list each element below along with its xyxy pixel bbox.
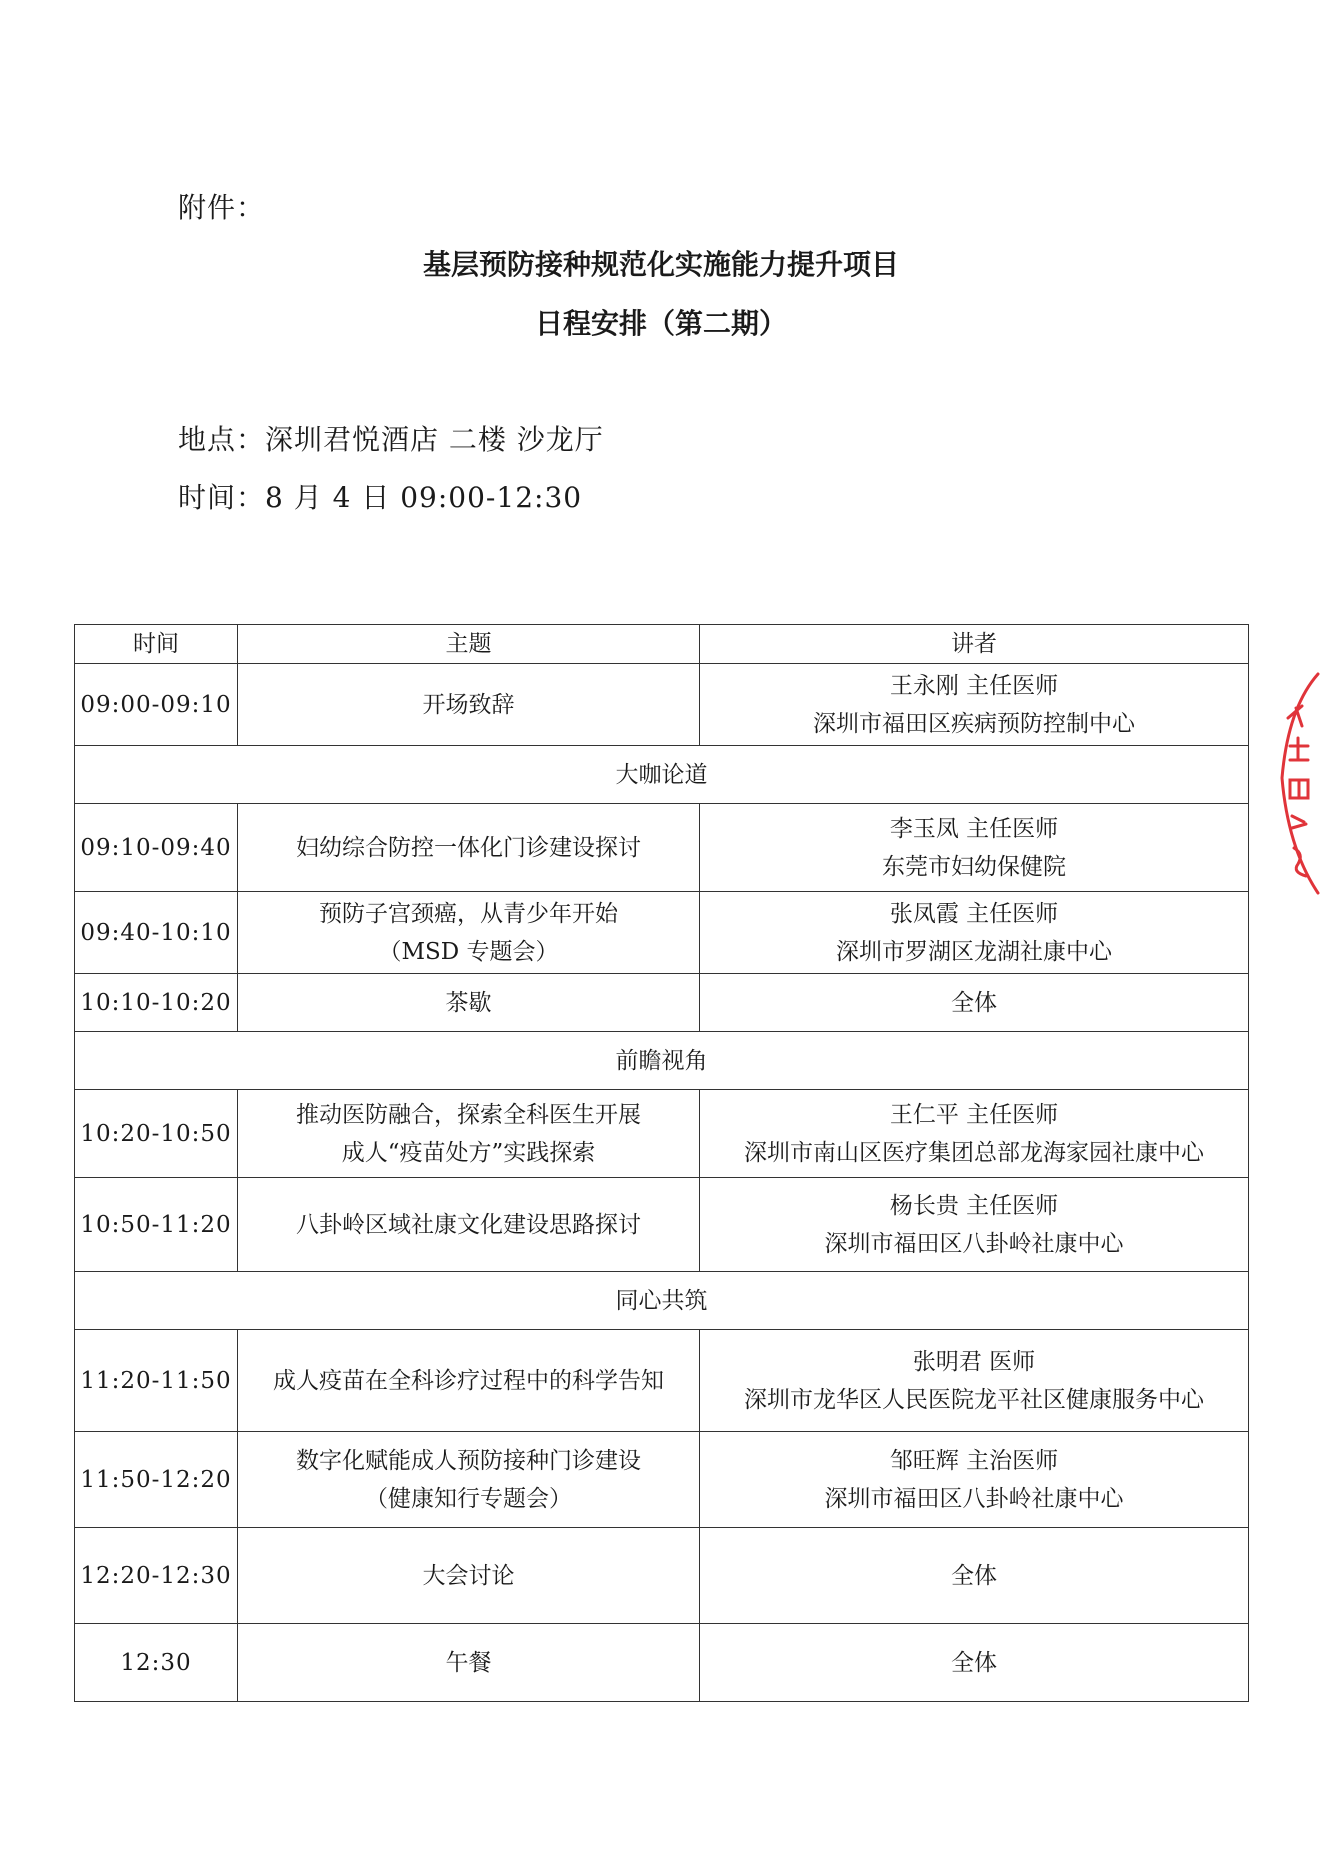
speaker-cell-line: 深圳市罗湖区龙湖社康中心 [836,938,1112,965]
speaker-cell-line: 邹旺辉 主治医师 [889,1447,1059,1474]
topic-cell [238,1432,700,1528]
section-title: 大咖论道 [75,746,1249,804]
speaker-cell [700,804,1249,892]
topic-cell-line: （健康知行专题会） [365,1485,572,1512]
topic-cell [238,804,700,892]
table-row [75,1178,1249,1272]
time-cell: 10:50-11:20 [75,1178,238,1272]
time-cell: 11:20-11:50 [75,1330,238,1432]
speaker-cell [700,664,1249,746]
table-header-row [75,625,1249,664]
topic-cell-line: 午餐 [445,1649,492,1676]
speaker-cell [700,892,1249,974]
table-row [75,892,1249,974]
section-title: 前瞻视角 [75,1032,1249,1090]
time-cell: 10:10-10:20 [75,974,238,1032]
speaker-cell [700,1178,1249,1272]
topic-cell-line: 成人疫苗在全科诊疗过程中的科学告知 [273,1367,664,1394]
topic-cell [238,1178,700,1272]
topic-cell-line: 推动医防融合，探索全科医生开展 [296,1101,641,1128]
speaker-cell-line: 王仁平 主任医师 [889,1101,1059,1128]
table-row [75,1432,1249,1528]
topic-cell [238,892,700,974]
time-cell: 12:30 [75,1624,238,1702]
speaker-cell-line: 张明君 医师 [912,1348,1036,1375]
speaker-cell-line: 全体 [951,1562,997,1589]
time-cell: 09:40-10:10 [75,892,238,974]
speaker-cell [700,974,1249,1032]
topic-cell [238,1624,700,1702]
speaker-cell-line: 东莞市妇幼保健院 [882,853,1066,880]
section-row [75,1032,1249,1090]
table-row [75,974,1249,1032]
topic-cell-line: 茶歇 [445,989,492,1016]
speaker-cell [700,1432,1249,1528]
topic-cell-line: 大会讨论 [422,1562,515,1589]
section-row [75,1272,1249,1330]
speaker-cell-line: 深圳市南山区医疗集团总部龙海家园社康中心 [744,1139,1204,1166]
time-cell: 12:20-12:30 [75,1528,238,1624]
header-topic: 主题 [238,625,700,664]
time-cell: 09:00-09:10 [75,664,238,746]
speaker-cell-line: 张凤霞 主任医师 [889,900,1059,927]
topic-cell-line: 成人“疫苗处方”实践探索 [341,1139,596,1166]
speaker-cell-line: 深圳市福田区八卦岭社康中心 [824,1230,1124,1257]
location-text: 地点：深圳君悦酒店 二楼 沙龙厅 [178,423,604,456]
speaker-cell [700,1090,1249,1178]
document-title: 基层预防接种规范化实施能力提升项目 [422,248,899,281]
topic-cell-line: 八卦岭区域社康文化建设思路探讨 [296,1211,641,1238]
table-row [75,1090,1249,1178]
topic-cell [238,1528,700,1624]
table-row [75,1624,1249,1702]
speaker-cell-line: 李玉凤 主任医师 [889,815,1059,842]
speaker-cell [700,1330,1249,1432]
schedule-body [75,664,1249,1702]
topic-cell-line: 预防子宫颈癌，从青少年开始 [319,900,618,927]
topic-cell-line: 妇幼综合防控一体化门诊建设探讨 [296,834,641,861]
schedule-table [74,624,1249,1702]
time-text: 时间：8 月 4 日 09:00-12:30 [178,481,583,514]
topic-cell [238,1330,700,1432]
speaker-cell-line: 全体 [951,989,997,1016]
speaker-cell [700,1624,1249,1702]
topic-cell-line: 开场致辞 [422,691,515,718]
topic-cell [238,974,700,1032]
topic-cell [238,664,700,746]
document-subtitle: 日程安排（第二期） [534,307,787,340]
attachment-label: 附件： [178,191,266,224]
section-row [75,746,1249,804]
speaker-cell-line: 深圳市龙华区人民医院龙平社区健康服务中心 [744,1386,1204,1413]
table-row [75,1330,1249,1432]
speaker-cell-line: 杨长贵 主任医师 [889,1192,1059,1219]
speaker-cell [700,1528,1249,1624]
topic-cell [238,1090,700,1178]
section-title: 同心共筑 [75,1272,1249,1330]
speaker-cell-line: 深圳市福田区八卦岭社康中心 [824,1485,1124,1512]
time-cell: 10:20-10:50 [75,1090,238,1178]
time-cell: 11:50-12:20 [75,1432,238,1528]
time-cell: 09:10-09:40 [75,804,238,892]
table-row [75,804,1249,892]
topic-cell-line: （MSD 专题会） [378,938,559,965]
speaker-cell-line: 全体 [951,1649,997,1676]
header-speaker: 讲者 [700,625,1249,664]
speaker-cell-line: 王永刚 主任医师 [889,672,1059,699]
speaker-cell-line: 深圳市福田区疾病预防控制中心 [813,710,1135,737]
red-seal-stamp [1248,668,1322,898]
header-time: 时间 [75,625,238,664]
topic-cell-line: 数字化赋能成人预防接种门诊建设 [296,1447,641,1474]
table-row [75,1528,1249,1624]
table-row [75,664,1249,746]
